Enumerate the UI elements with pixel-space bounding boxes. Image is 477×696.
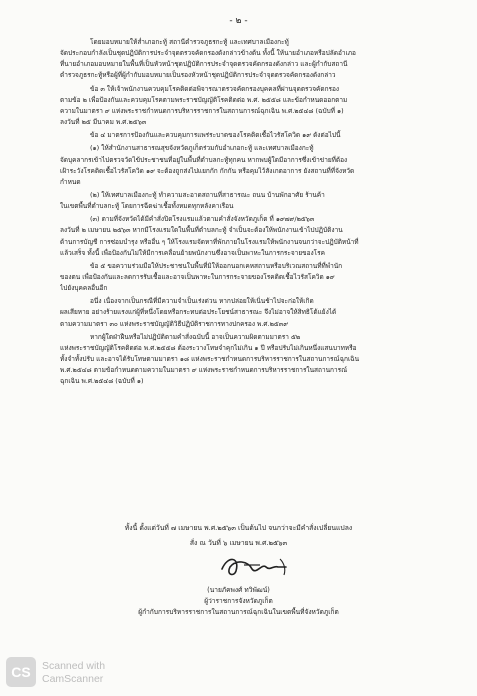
text-line: ฉุกเฉิน พ.ศ.๒๕๔๘ (ฉบับที่ ๑) — [60, 377, 144, 386]
text-line: ที่นายอำเภอมอบหมายในพื้นที่เป็นหัวหน้าชุดปฏิบัติการประจำจุดตรวจคัดกรองดังกล่าว และผู้กำกับสถานี — [60, 60, 348, 69]
text-line: ในเขตพื้นที่ตำบลกะทู้ โดยการฉีดฆ่าเชื้อทั้งหมดทุกหลังคาเรือน — [60, 202, 234, 211]
paragraph — [60, 143, 432, 187]
handwritten-signature — [214, 545, 304, 585]
text-line: จัดบุคลากรเข้าไปตรวจวัดไข้ประชาชนที่อยู่ในพื้นที่ตำบลกะทู้ทุกคน หากพบผู้ใดมีอาการซึ่งเข้าข่ายที่ต้อง — [60, 155, 348, 164]
text-line: โดยมอบหมายให้ส่ำเภอกะทู้ สถานีตำรวจภูธรกะทู้ และเทศบาลเมืองกะทู้ — [90, 38, 289, 46]
paragraph — [60, 84, 432, 128]
signer-name: (นายภัคพงศ์ ทวิพัฒน์) — [207, 586, 270, 594]
text-line: ทั้งจำทั้งปรับ และอาจได้รับโทษตามมาตรา ๑๘ แห่งพระราชกำหนดการบริหารราชการในสถานการณ์ฉุกเฉิน — [60, 355, 360, 364]
paragraph — [60, 332, 432, 387]
text-line: ผลเสียหาย อย่างร้ายแรงแก่ผู้ที่หนึ่งโดยหรือกระทบต่อประโยชน์สาธารณะ จึงไม่อาจให้สิทธิโต้แย้งได้ — [60, 308, 337, 317]
paragraph — [60, 296, 432, 329]
effective-date-paragraph — [0, 522, 477, 533]
text-line: ข้อ ๕ ขอความร่วมมือให้ประชาชนในพื้นที่มิให้ออกนอกเคหสถานหรือบริเวณสถานที่ที่พำนัก — [90, 261, 343, 270]
paragraph — [60, 130, 432, 141]
text-line: ตำรวจภูธรกะทู้หรือผู้ที่ผู้กำกับมอบหมายเป็นรองหัวหน้าชุดปฏิบัติการประจำจุดตรวจคัดกรองดังกล่าว — [60, 71, 336, 80]
paragraph — [60, 214, 432, 258]
text-line: กำหนด — [60, 177, 81, 186]
text-line: เฝ้าระวังโรคติดเชื้อไวรัสโควิด ๑๙ จะต้องถูกส่งไปแยกกัก กักกัน หรือคุมไว้สังเกตอาการ ยังสถานที่ที่จังหวัด — [60, 166, 355, 175]
watermark-line: CamScanner — [42, 673, 104, 685]
text-line: ลงวันที่ ๒ เมษายน ๒๕๖๓ หากมีโรงแรมใดในพื้นที่ตำบลกะทู้ จำเป็นจะต้องให้พนักงานเข้าไปปฏิบัติงาน — [60, 226, 343, 235]
paragraph — [60, 190, 432, 212]
text-line: ความในมาตรา ๙ แห่งพระราชกำหนดการบริหารราชการในสถานการณ์ฉุกเฉิน พ.ศ.๒๕๔๘ (ฉบับที่ ๑) — [60, 106, 344, 115]
watermark-line: Scanned with — [42, 660, 106, 672]
text-line: ทั้งนี้ ตั้งแต่วันที่ ๗ เมษายน พ.ศ.๒๕๖๓ เป็นต้นไป จนกว่าจะมีคำสั่งเปลี่ยนแปลง — [124, 524, 353, 532]
paragraph — [60, 37, 432, 81]
text-line: ข้อ ๓ ให้เจ้าพนักงานควบคุมโรคติดต่อพิจารณาตรวจคัดกรองบุคคลที่ผ่านจุดตรวจคัดกรอง — [90, 84, 340, 93]
page-number: - ๒ - — [229, 16, 248, 26]
text-line: ไปยังบุคคลอื่นอีก — [60, 284, 108, 293]
signer-title: ผู้ว่าราชการจังหวัดภูเก็ต — [204, 597, 273, 605]
text-line: หากผู้ใดฝ่าฝืนหรือไม่ปฏิบัติตามคำสั่งฉบับนี้ อาจเป็นความผิดตามมาตรา ๕๒ — [90, 332, 301, 341]
text-line: อนึ่ง เนื่องจากเป็นกรณีที่มีความจำเป็นเร่งด่วน หากปล่อยให้เนิ่นช้าไปจะก่อให้เกิด — [90, 297, 314, 306]
camscanner-watermark — [42, 660, 105, 686]
text-line: ลงวันที่ ๒๕ มีนาคม พ.ศ.๒๕๖๓ — [60, 117, 147, 126]
text-line: (๑) ให้สำนักงานสาธารณสุขจังหวัดภูเก็ตร่วมกับอำเภอกะทู้ และเทศบาลเมืองกะทู้ — [90, 144, 314, 153]
text-line: จัดประกอบกำลังเป็นชุดปฏิบัติการประจำจุดตรวจคัดกรองดังกล่าวข้างต้น ทั้งนี้ ให้นายอำเภอหรือปลัดอำเภอ — [60, 49, 356, 58]
document-body — [60, 37, 432, 390]
text-line: (๓) ตามที่จังหวัดได้มีคำสั่งปิดโรงแรมแล้วตามคำสั่งจังหวัดภูเก็ต ที่ ๑๙๗๙/๒๕๖๓ — [90, 215, 315, 224]
text-line: ด้านการบัญชี การซ่อมบำรุง หรืออื่น ๆ ให้โรงแรมจัดหาที่พักภายในโรงแรมให้พนักงานจนกว่าจะปฏิบัติหน้าที่ — [60, 237, 359, 246]
text-line: ข้อ ๔ มาตรการป้องกันและควบคุมการแพร่ระบาดของโรคติดเชื้อไวรัสโควิด ๑๙ ดังต่อไปนี้ — [90, 131, 341, 140]
text-line: (๒) ให้เทศบาลเมืองกะทู้ ทำความสะอาดสถานที่สาธารณะ ถนน บ้านพักอาศัย ร้านค้า — [90, 190, 325, 199]
text-line: แห่งพระราชบัญญัติโรคติดต่อ พ.ศ.๒๕๕๘ ต้องระวางโทษจำคุกไม่เกิน ๑ ปี หรือปรับไม่เกินหนึ่งแสนบาทหรือ — [60, 343, 357, 352]
order-date: สั่ง ณ วันที่ ๖ เมษายน พ.ศ.๒๕๖๓ — [189, 539, 288, 547]
text-line: ตามความมาตรา ๓๐ แห่งพระราชบัญญัติวิธีปฏิบัติราชการทางปกครอง พ.ศ.๒๕๓๙ — [60, 319, 289, 328]
text-line: แล้วเสร็จ ทั้งนี้ เพื่อป้องกันไม่ให้มีการเคลื่อนย้ายพนักงานซึ่งอาจเป็นพาหะในการกระจายของโรค — [60, 248, 325, 257]
paragraph — [60, 261, 432, 294]
text-line: พ.ศ.๒๕๔๘ ตามข้อกำหนดตามความในมาตรา ๙ แห่งพระราชกำหนดการบริหารราชการในสถานการณ์ — [60, 366, 348, 375]
signer-title-secondary: ผู้กำกับการบริหารราชการในสถานการณ์ฉุกเฉินในเขตพื้นที่จังหวัดภูเก็ต — [138, 608, 339, 616]
text-line: ตามข้อ ๒ เพื่อป้องกันและควบคุมโรคตามพระราชบัญญัติโรคติดต่อ พ.ศ. ๒๕๕๘ และข้อกำหนดออกตาม — [60, 95, 348, 104]
camscanner-logo: CS — [6, 657, 36, 687]
text-line: ของตน เพื่อป้องกันและลดการรับเชื้อและอาจเป็นพาหะในการกระจายของโรคติดเชื้อไวรัสโควิด ๑๙ — [60, 273, 335, 281]
